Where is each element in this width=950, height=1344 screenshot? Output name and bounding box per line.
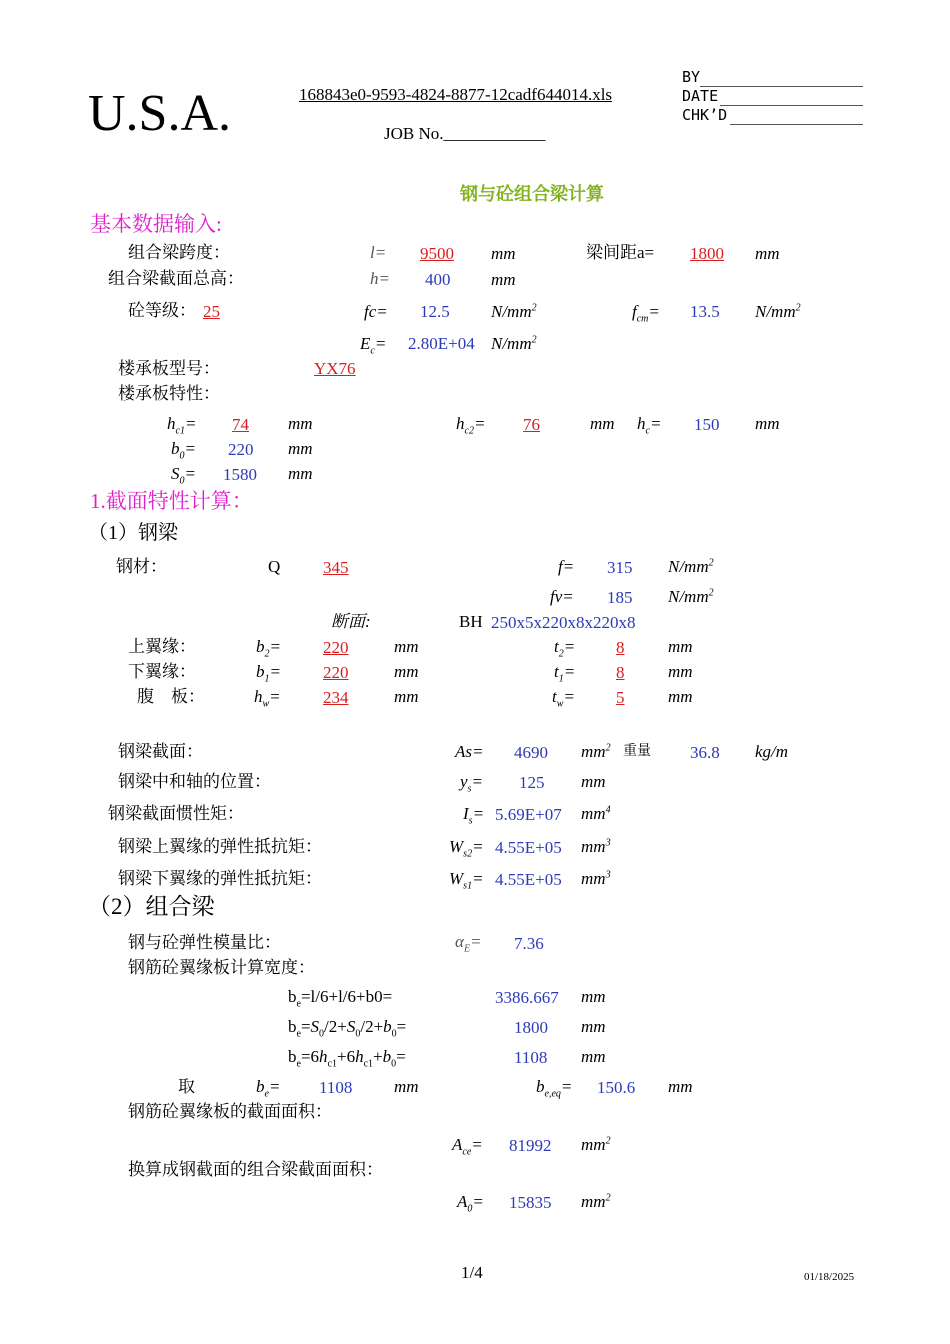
be-take-unit: mm <box>394 1077 419 1096</box>
a0-symbol: $A_0=$ <box>457 1192 484 1215</box>
hc-symbol: $h_c=$ <box>637 414 662 437</box>
fc-unit: $N/mm^2$ <box>491 302 537 321</box>
ws1-value: 4.55E+05 <box>495 870 562 889</box>
date-label: DATE <box>682 87 719 105</box>
deck-prop-label: 楼承板特性： <box>118 384 220 403</box>
ys-unit: mm <box>581 772 606 791</box>
height-unit: mm <box>491 270 516 289</box>
beeq-unit: mm <box>668 1077 693 1096</box>
chkd-label: CHK’D <box>682 106 728 124</box>
b0-symbol: $b_0=$ <box>171 439 196 462</box>
section-shape-label: 断面: <box>331 612 371 631</box>
ys-label: 钢梁中和轴的位置： <box>118 772 271 791</box>
s0-symbol: $S_0=$ <box>171 464 196 487</box>
be1-unit: mm <box>581 987 606 1006</box>
date-line <box>720 105 863 106</box>
hc2-unit: mm <box>590 414 615 433</box>
hw-value[interactable]: 234 <box>323 688 349 707</box>
ace-value: 81992 <box>509 1136 552 1155</box>
weight-label: 重量 <box>623 744 651 759</box>
fcm-unit: $N/mm^2$ <box>755 302 801 321</box>
s0-unit: mm <box>288 464 313 483</box>
ec-value: 2.80E+04 <box>408 334 475 353</box>
is-symbol: $I_s=$ <box>463 804 485 827</box>
hc1-value[interactable]: 74 <box>232 415 249 434</box>
hw-symbol: $h_w=$ <box>254 687 281 710</box>
ec-symbol: $E_c=$ <box>360 334 387 357</box>
b0-unit: mm <box>288 439 313 458</box>
a0-unit: $mm^2$ <box>581 1192 611 1211</box>
modulus-ratio-value: 7.36 <box>514 934 544 953</box>
subsection-steel-beam: （1）钢梁 <box>88 522 178 544</box>
as-value: 4690 <box>514 743 548 762</box>
bh-value: 250x5x220x8x220x8 <box>491 613 636 632</box>
t1-symbol: $t_1=$ <box>554 662 576 685</box>
beeq-value: 150.6 <box>597 1078 636 1097</box>
steel-grade-value[interactable]: 345 <box>323 558 349 577</box>
hw-unit: mm <box>394 687 419 706</box>
b0-value: 220 <box>228 440 254 459</box>
hc1-symbol: $h_{c1}=$ <box>167 414 197 437</box>
chkd-line <box>730 124 863 125</box>
be1-value: 3386.667 <box>495 988 559 1007</box>
fcm-symbol: $f_{cm}=$ <box>632 302 660 325</box>
span-unit: mm <box>491 244 516 263</box>
ec-unit: $N/mm^2$ <box>491 334 537 353</box>
span-value[interactable]: 9500 <box>420 244 454 263</box>
page-number: 1/4 <box>461 1263 483 1282</box>
as-symbol: As= <box>455 742 484 761</box>
hc1-unit: mm <box>288 414 313 433</box>
beam-spacing-unit: mm <box>755 244 780 263</box>
is-unit: $mm^4$ <box>581 804 611 823</box>
section-properties: 1.截面特性计算： <box>90 489 253 513</box>
b2-value[interactable]: 220 <box>323 638 349 657</box>
ws1-unit: $mm^3$ <box>581 869 611 888</box>
b1-value[interactable]: 220 <box>323 663 349 682</box>
ws2-unit: $mm^3$ <box>581 837 611 856</box>
be-take-value: 1108 <box>319 1078 353 1097</box>
be2-value: 1800 <box>514 1018 548 1037</box>
beam-spacing-value[interactable]: 1800 <box>690 244 724 263</box>
weight-value: 36.8 <box>690 743 720 762</box>
beeq-symbol: $b_{e,eq}=$ <box>536 1077 573 1100</box>
ws1-label: 钢梁下翼缘的弹性抵抗矩： <box>118 869 322 888</box>
take-label: 取 <box>178 1077 195 1096</box>
be2-unit: mm <box>581 1017 606 1036</box>
a0-value: 15835 <box>509 1193 552 1212</box>
ace-unit: $mm^2$ <box>581 1135 611 1154</box>
s0-value: 1580 <box>223 465 257 484</box>
hc2-value[interactable]: 76 <box>523 415 540 434</box>
top-flange-label: 上翼缘： <box>128 637 196 656</box>
span-symbol: l= <box>370 243 387 262</box>
b1-symbol: $b_1=$ <box>256 662 281 685</box>
company-logo: U.S.A. <box>88 85 232 142</box>
is-value: 5.69E+07 <box>495 805 562 824</box>
tw-unit: mm <box>668 687 693 706</box>
t2-value[interactable]: 8 <box>616 638 625 657</box>
concrete-grade-value[interactable]: 25 <box>203 302 220 321</box>
ace-label: 钢筋砼翼缘板的截面面积： <box>128 1102 332 1121</box>
fv-value: 185 <box>607 588 633 607</box>
steel-q: Q <box>268 557 281 576</box>
span-label: 组合梁跨度： <box>128 243 230 262</box>
ace-symbol: $A_{ce}=$ <box>452 1135 483 1158</box>
is-label: 钢梁截面惯性矩： <box>108 804 244 823</box>
hc-value: 150 <box>694 415 720 434</box>
ws1-symbol: $W_{s1}=$ <box>449 869 484 892</box>
weight-unit: kg/m <box>755 742 789 761</box>
bh-label: BH <box>459 612 483 631</box>
file-name: 168843e0-9593-4824-8877-12cadf644014.xls <box>299 85 613 104</box>
be3-unit: mm <box>581 1047 606 1066</box>
section-basic-input: 基本数据输入: <box>90 212 222 236</box>
steel-label: 钢材： <box>116 557 167 576</box>
subsection-composite-beam: （2）组合梁 <box>88 894 215 919</box>
ys-symbol: $y_s=$ <box>460 772 483 795</box>
t1-value[interactable]: 8 <box>616 663 625 682</box>
fc-value: 12.5 <box>420 302 450 321</box>
be-take-symbol: $b_e=$ <box>256 1077 281 1100</box>
beam-spacing-label: 梁间距a= <box>586 243 655 262</box>
bottom-flange-label: 下翼缘： <box>128 662 196 681</box>
f-unit: $N/mm^2$ <box>668 557 714 576</box>
by-label: BY <box>682 68 701 86</box>
tw-value[interactable]: 5 <box>616 688 625 707</box>
ws2-label: 钢梁上翼缘的弹性抵抗矩： <box>118 837 322 856</box>
fv-unit: $N/mm^2$ <box>668 587 714 606</box>
ys-value: 125 <box>519 773 545 792</box>
fcm-value: 13.5 <box>690 302 720 321</box>
t2-unit: mm <box>668 637 693 656</box>
concrete-grade-label: 砼等级： <box>128 301 196 320</box>
b1-unit: mm <box>394 662 419 681</box>
height-symbol: h= <box>370 269 390 288</box>
modulus-ratio-symbol: $\alpha_E=$ <box>455 932 482 955</box>
b2-unit: mm <box>394 637 419 656</box>
f-value: 315 <box>607 558 633 577</box>
deck-type-label: 楼承板型号： <box>118 359 220 378</box>
ws2-value: 4.55E+05 <box>495 838 562 857</box>
be3-formula: $b_e=6h_{c1}+6h_{c1}+b_0=$ <box>288 1047 406 1070</box>
deck-type-value[interactable]: YX76 <box>314 359 356 378</box>
hc-unit: mm <box>755 414 780 433</box>
job-number: JOB No.____________ <box>384 124 546 143</box>
t1-unit: mm <box>668 662 693 681</box>
a0-label: 换算成钢截面的组合梁截面面积： <box>128 1160 383 1179</box>
height-value: 400 <box>425 270 451 289</box>
flange-width-label: 钢筋砼翼缘板计算宽度： <box>128 958 315 977</box>
by-line <box>700 86 863 87</box>
page-title: 钢与砼组合梁计算 <box>460 184 604 205</box>
fc-symbol: fc= <box>364 302 388 321</box>
f-symbol: f= <box>558 557 575 576</box>
print-date: 01/18/2025 <box>804 1271 855 1283</box>
tw-symbol: $t_w=$ <box>552 687 575 710</box>
as-unit: $mm^2$ <box>581 742 611 761</box>
be3-value: 1108 <box>514 1048 548 1067</box>
b2-symbol: $b_2=$ <box>256 637 281 660</box>
modulus-ratio-label: 钢与砼弹性模量比： <box>128 933 281 952</box>
be2-formula: $b_e=S_0/2+S_0/2+b_0=$ <box>288 1017 407 1040</box>
ws2-symbol: $W_{s2}=$ <box>449 837 484 860</box>
height-label: 组合梁截面总高： <box>108 269 244 288</box>
hc2-symbol: $h_{c2}=$ <box>456 414 486 437</box>
fv-symbol: fv= <box>550 587 574 606</box>
t2-symbol: $t_2=$ <box>554 637 576 660</box>
web-label: 腹 板： <box>137 687 205 706</box>
be1-formula: $b_e=l/6+l/6+b0=$ <box>288 987 393 1010</box>
as-label: 钢梁截面： <box>118 742 203 761</box>
